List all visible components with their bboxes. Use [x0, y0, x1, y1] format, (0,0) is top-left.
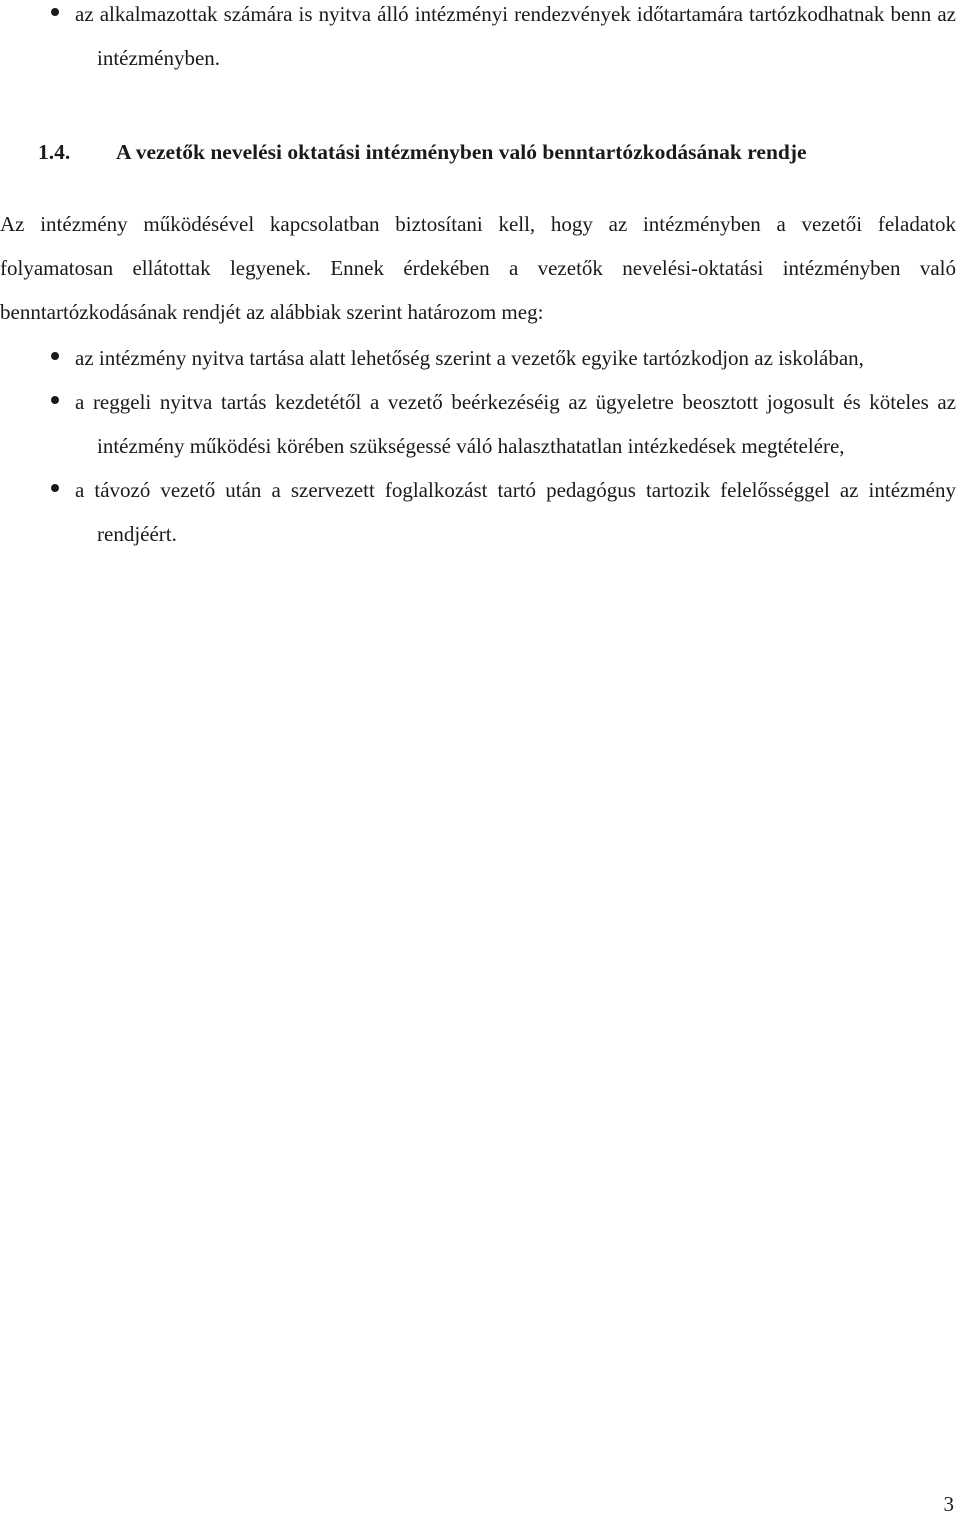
list-item	[0, 336, 960, 380]
section-heading	[0, 130, 960, 174]
section-number: 1.4.	[38, 140, 71, 164]
continued-bullet-list	[0, 0, 960, 80]
bullet-icon	[51, 8, 59, 16]
bullet-text: az intézmény nyitva tartása alatt lehetőség szerint a vezetők egyike tartózkodjon az iskolában,	[75, 346, 864, 370]
bullet-icon	[51, 352, 59, 360]
bullet-icon	[51, 484, 59, 492]
bullet-text: a reggeli nyitva tartás kezdetétől a vezető beérkezéséig az ügyeletre beosztott jogosult és köteles az intézmény működési körében szükségessé váló halaszthatatlan intézkedések megtételére,	[75, 390, 956, 458]
bullet-text: a távozó vezető után a szervezett foglalkozást tartó pedagógus tartozik felelősséggel az intézmény rendjéért.	[75, 478, 956, 546]
page-number: 3	[943, 1492, 954, 1516]
list-item	[0, 0, 960, 80]
list-item	[0, 380, 960, 468]
bullet-icon	[51, 396, 59, 404]
list-item	[0, 468, 960, 556]
section-title: A vezetők nevelési oktatási intézményben való benntartózkodásának rendje	[116, 140, 807, 164]
body-paragraph: Az intézmény működésével kapcsolatban biztosítani kell, hogy az intézményben a vezetői feladatok folyamatosan ellátottak legyenek. Ennek érdekében a vezetők nevelési-oktatási intézményben való benntartózkodásának rendjét az alábbiak szerint határozom meg:	[0, 212, 956, 324]
bullet-text: az alkalmazottak számára is nyitva álló intézményi rendezvények időtartamára tartózkodhatnak benn az intézményben.	[75, 2, 956, 70]
bullet-list	[0, 336, 960, 556]
